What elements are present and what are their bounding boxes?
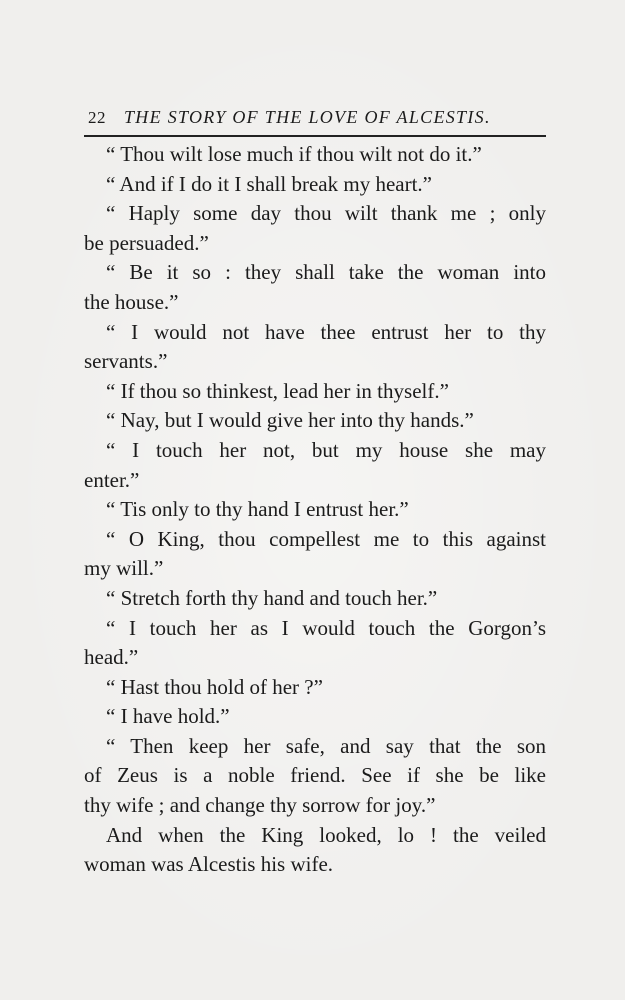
body-text (84, 140, 546, 880)
text-line: “ Nay, but I would give her into thy hands.” (106, 408, 474, 433)
text-line: “ Then keep her safe, and say that the son (106, 733, 546, 758)
header-rule (84, 135, 546, 137)
text-line: “ Tis only to thy hand I entrust her.” (106, 497, 409, 522)
text-line: “ I would not have thee entrust her to thy (106, 319, 546, 344)
text-line: thy wife ; and change thy sorrow for joy.” (84, 793, 436, 818)
text-line: “ I touch her as I would touch the Gorgon’s (106, 615, 546, 640)
text-line: “ Be it so : they shall take the woman into (106, 260, 546, 285)
page-header (86, 104, 544, 132)
text-line: head.” (84, 645, 139, 670)
text-line: “ O King, thou compellest me to this against (106, 526, 546, 551)
text-line: “ Stretch forth thy hand and touch her.” (106, 585, 438, 610)
text-line: the house.” (84, 289, 179, 314)
text-line: “ And if I do it I shall break my heart.” (106, 171, 432, 196)
text-line: “ Hast thou hold of her ?” (106, 674, 323, 699)
running-title: THE STORY OF THE LOVE OF ALCESTIS. (124, 107, 491, 127)
text-line: “ Haply some day thou wilt thank me ; only (106, 201, 546, 226)
text-line: be persuaded.” (84, 230, 209, 255)
page-number: 22 (88, 108, 106, 127)
text-line: of Zeus is a noble friend. See if she be like (84, 763, 546, 788)
text-line: my will.” (84, 556, 164, 581)
text-line: And when the King looked, lo ! the veiled (106, 822, 546, 847)
text-line: servants.” (84, 349, 168, 374)
text-line: “ I touch her not, but my house she may (106, 437, 546, 462)
text-line: “ Thou wilt lose much if thou wilt not do it.” (106, 142, 482, 166)
text-line: woman was Alcestis his wife. (84, 852, 334, 877)
text-line: “ If thou so thinkest, lead her in thyself.” (106, 378, 449, 403)
text-line: enter.” (84, 467, 140, 492)
text-line: “ I have hold.” (106, 704, 230, 729)
